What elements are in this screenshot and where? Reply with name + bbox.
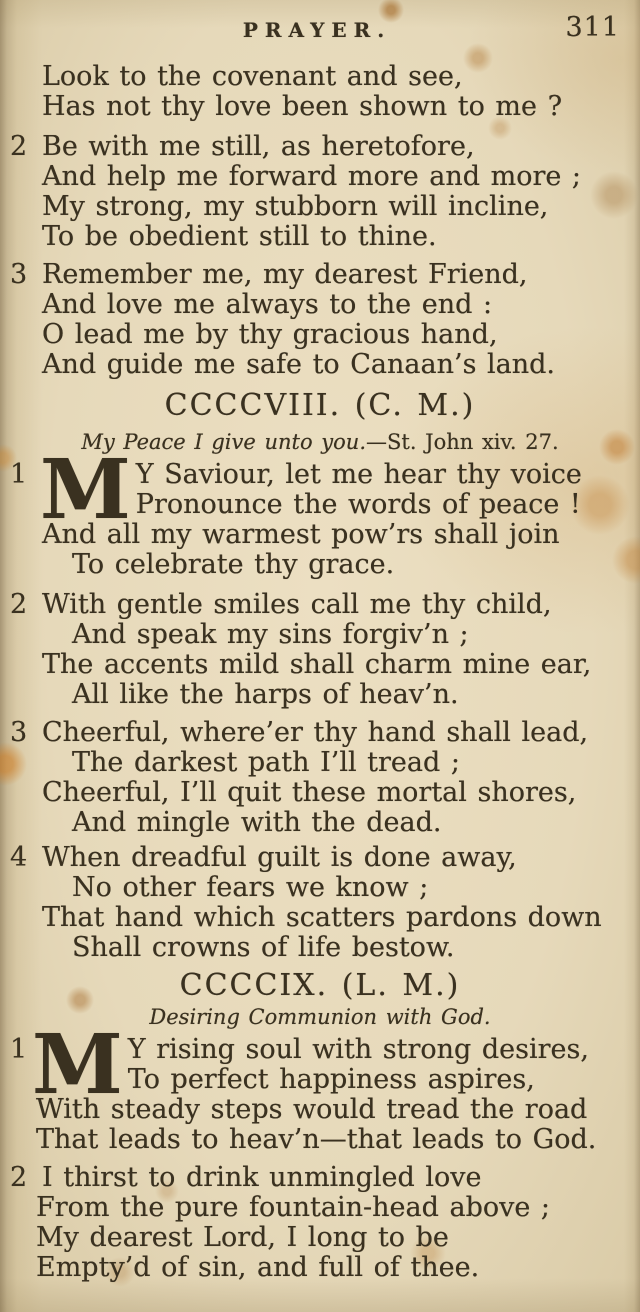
epigraph-text: Desiring Communion with God. bbox=[149, 1005, 491, 1029]
verse-line: And all my warmest pow’rs shall join bbox=[42, 519, 560, 550]
stanza-3 bbox=[0, 260, 640, 380]
verse-number: 3 bbox=[10, 259, 28, 290]
verse-line: And mingle with the dead. bbox=[72, 807, 442, 838]
verse-line: Look to the covenant and see, bbox=[42, 61, 463, 92]
stanza-partial bbox=[0, 62, 640, 122]
stanza-408-4 bbox=[0, 843, 640, 963]
verse-number: 2 bbox=[10, 589, 28, 620]
verse-line: Be with me still, as heretofore, bbox=[42, 131, 475, 162]
verse-line: Shall crowns of life bestow. bbox=[72, 932, 455, 963]
verse-line: With gentle smiles call me thy child, bbox=[42, 589, 552, 620]
verse-line: With steady steps would tread the road bbox=[36, 1094, 588, 1125]
verse-number: 1 bbox=[10, 459, 28, 490]
verse-line: And help me forward more and more ; bbox=[42, 161, 582, 192]
verse-number: 1 bbox=[10, 1034, 28, 1065]
epigraph-text: My Peace I give unto you. bbox=[81, 430, 366, 454]
stanza-409-2 bbox=[0, 1163, 640, 1283]
drop-cap: M bbox=[32, 1017, 123, 1113]
verse-line: My strong, my stubborn will incline, bbox=[42, 191, 549, 222]
verse-line: Has not thy love been shown to me ? bbox=[42, 91, 563, 122]
verse-number: 3 bbox=[10, 717, 28, 748]
verse-number: 2 bbox=[10, 1162, 28, 1193]
verse-line: From the pure fountain-head above ; bbox=[36, 1192, 551, 1223]
verse-line: Cheerful, where’er thy hand shall lead, bbox=[42, 717, 589, 748]
page-body bbox=[0, 62, 640, 1283]
verse-line: The accents mild shall charm mine ear, bbox=[42, 649, 592, 680]
verse-line: When dreadful guilt is done away, bbox=[42, 842, 517, 873]
verse-line: To be obedient still to thine. bbox=[42, 221, 437, 252]
verse-line: Cheerful, I’ll quit these mortal shores, bbox=[42, 777, 577, 808]
verse-line: The darkest path I’ll tread ; bbox=[72, 747, 460, 778]
running-title: PRAYER. bbox=[242, 18, 392, 42]
verse-line: No other fears we know ; bbox=[72, 872, 429, 903]
verse-line: Empty’d of sin, and full of thee. bbox=[36, 1252, 480, 1283]
stanza-408-3 bbox=[0, 718, 640, 838]
verse-line: That leads to heav’n—that leads to God. bbox=[36, 1124, 597, 1155]
drop-cap: M bbox=[40, 442, 131, 538]
verse-line: I thirst to drink unmingled love bbox=[42, 1162, 482, 1193]
verse-line: Y Saviour, let me hear thy voice bbox=[135, 459, 582, 490]
hymn-408-title: CCCCVIII. (C. M.) bbox=[164, 388, 476, 423]
page-number: 311 bbox=[565, 12, 620, 43]
verse-line: And speak my sins forgiv’n ; bbox=[72, 619, 469, 650]
hymn-409-title: CCCCIX. (L. M.) bbox=[179, 968, 461, 1003]
verse-line: All like the harps of heav’n. bbox=[72, 679, 459, 710]
verse-number: 4 bbox=[10, 842, 28, 873]
verse-line: Y rising soul with strong desires, bbox=[127, 1034, 589, 1065]
verse-line: O lead me by thy gracious hand, bbox=[42, 319, 498, 350]
verse-number: 2 bbox=[10, 131, 28, 162]
stanza-408-2 bbox=[0, 590, 640, 710]
stanza-2 bbox=[0, 132, 640, 252]
verse-line: And guide me safe to Canaan’s land. bbox=[42, 349, 556, 380]
verse-line: That hand which scatters pardons down bbox=[42, 902, 602, 933]
verse-line: Pronounce the words of peace ! bbox=[135, 489, 581, 520]
verse-line: And love me always to the end : bbox=[42, 289, 493, 320]
epigraph-reference: —St. John xiv. 27. bbox=[366, 430, 559, 454]
page-header bbox=[0, 0, 640, 48]
verse-line: To celebrate thy grace. bbox=[72, 549, 395, 580]
verse-line: To perfect happiness aspires, bbox=[127, 1064, 535, 1095]
verse-line: Remember me, my dearest Friend, bbox=[42, 259, 528, 290]
verse-line: My dearest Lord, I long to be bbox=[36, 1222, 449, 1253]
